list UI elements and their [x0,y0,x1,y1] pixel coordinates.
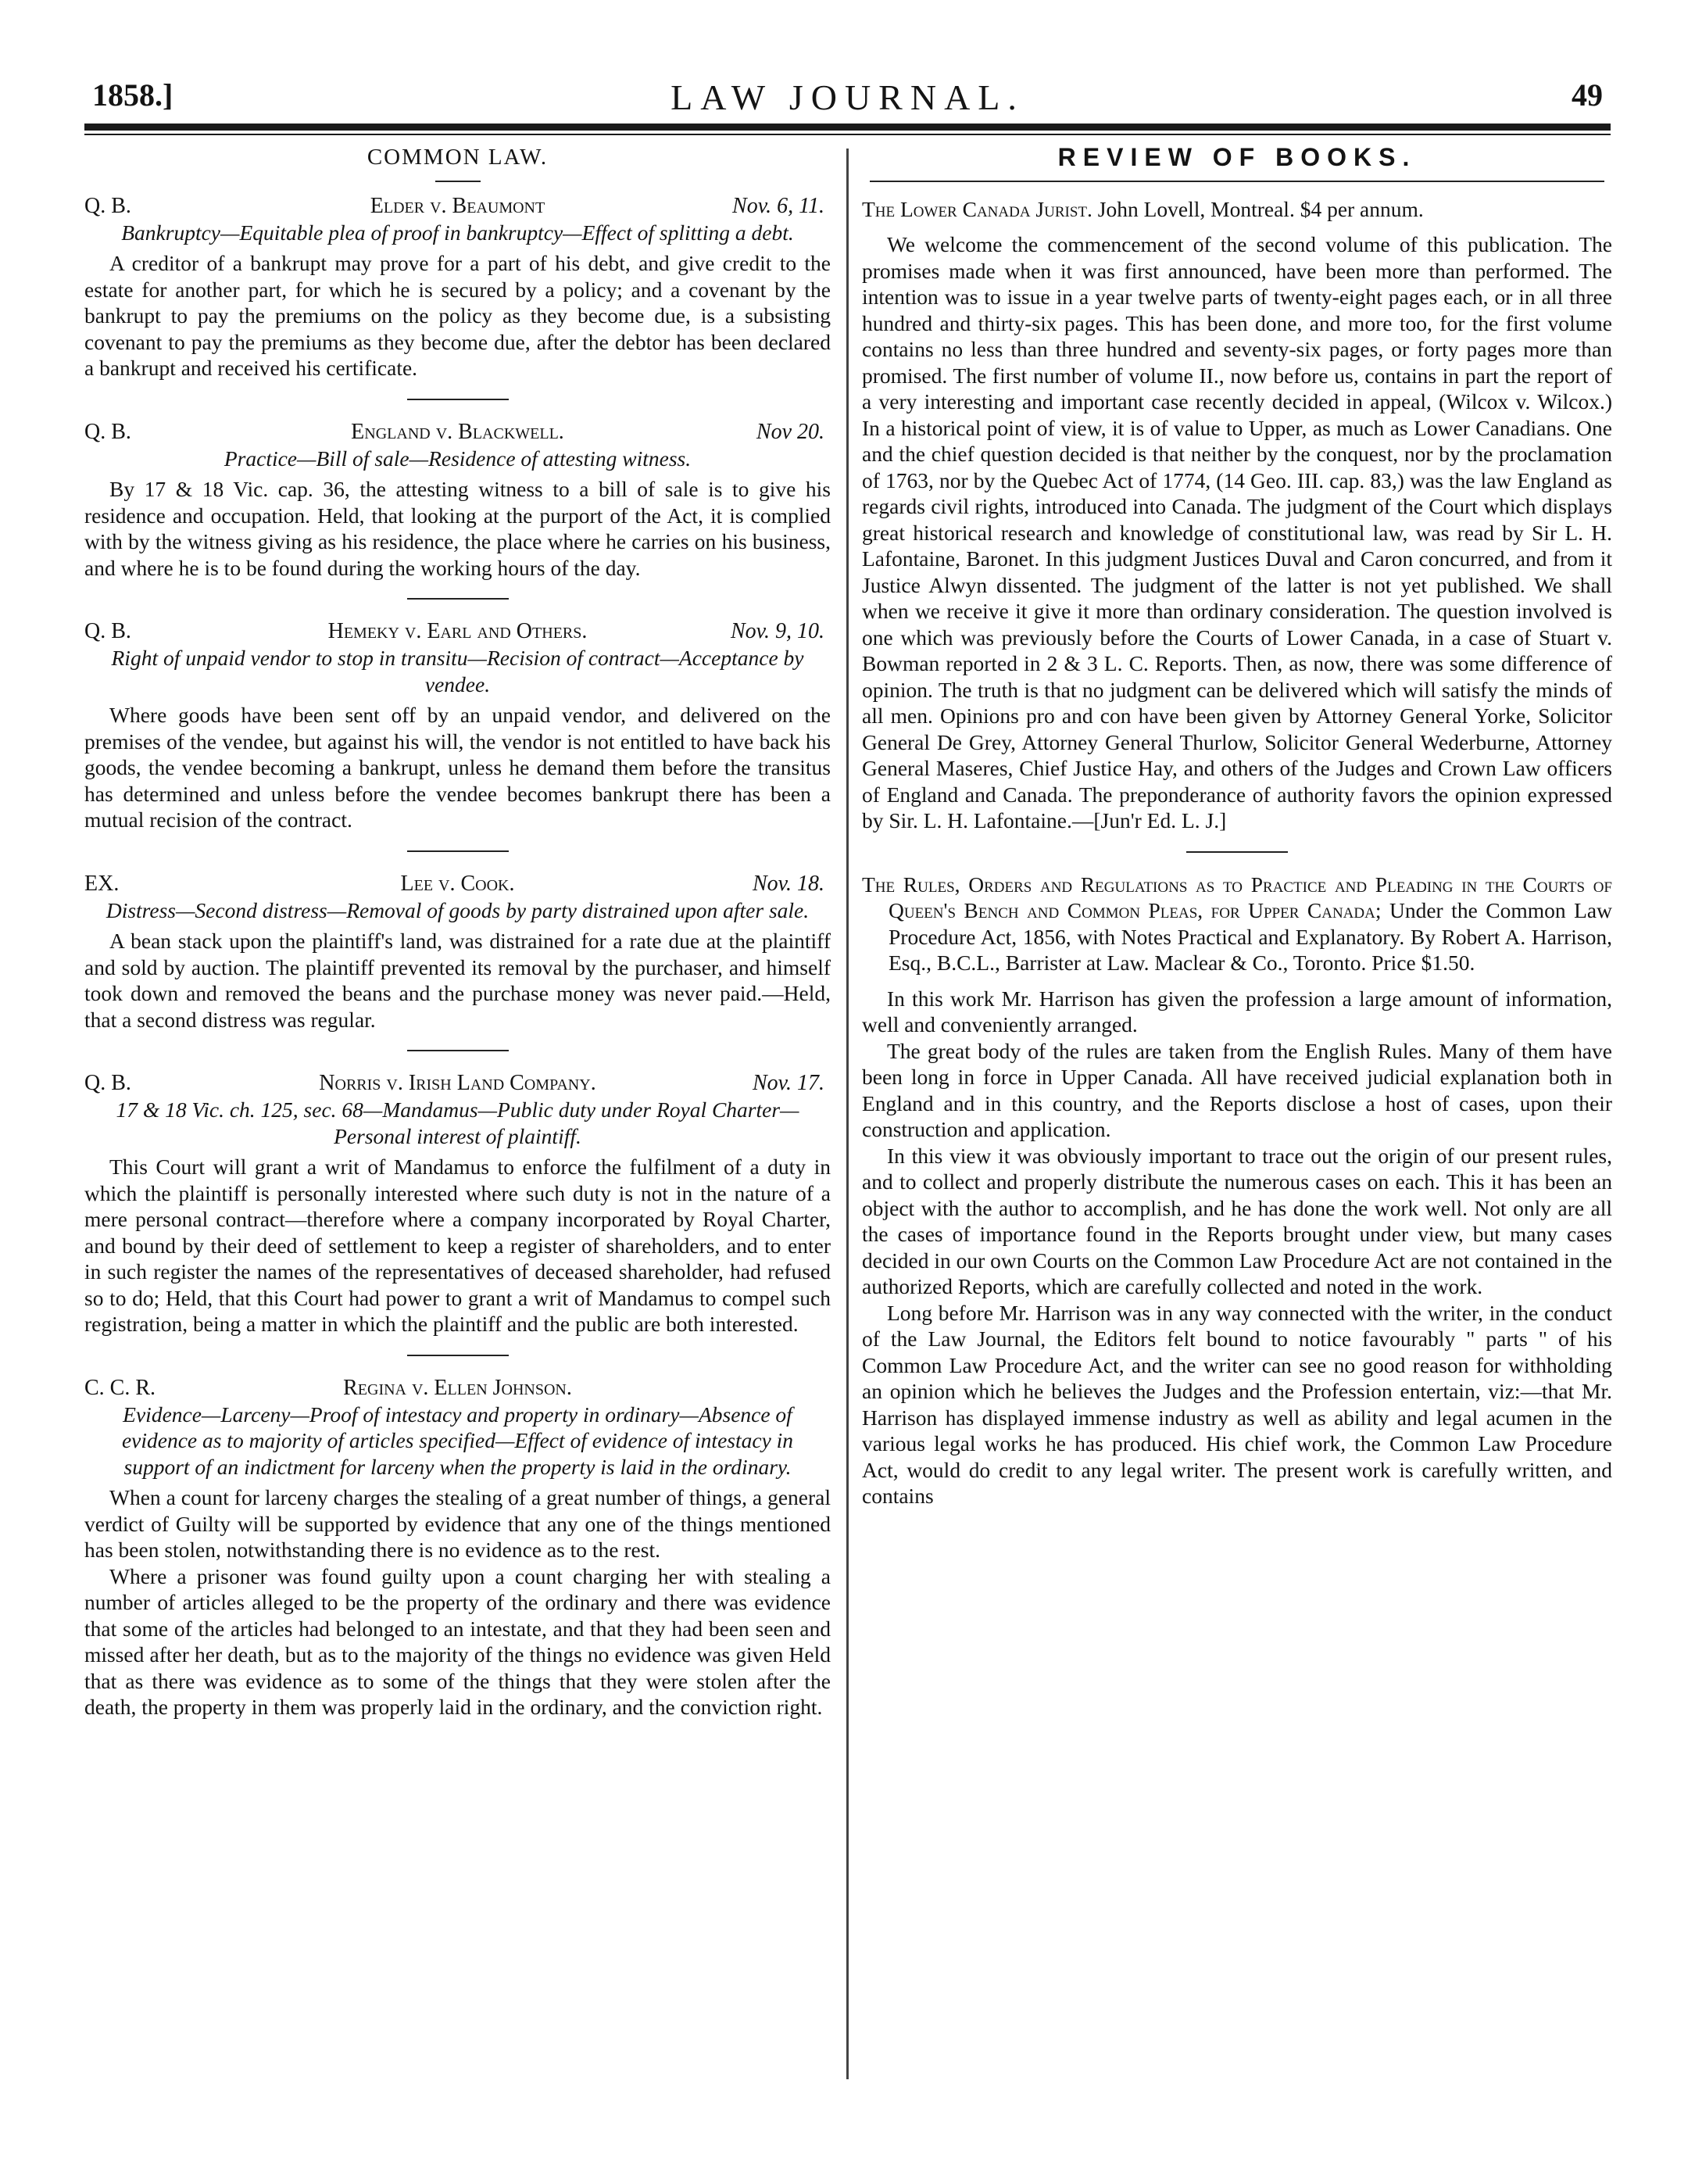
page-number: 49 [1572,77,1603,113]
case-paragraph: Where goods have been sent off by an unpaid vendor, and delivered on the premises of the vendee, but against his will, the vendor is not entitled to have back his goods, the vendee becoming a bankrupt, unless he demand them before the transitus has determined and unless before the vendee becomes bankrupt there has been a mutual recision of the contract. [84,703,831,832]
case-date: Nov. 9, 10. [730,619,824,643]
case-entry [84,618,831,833]
case-date: Nov. 17. [752,1071,824,1095]
case-name: Elder v. Beaumont [370,193,545,218]
case-separator [407,1355,509,1356]
case-subject: Evidence—Larceny—Proof of intestacy and property in ordinary—Absence of evidence as to majority of articles specified—Effect of evidence of intestacy in support of an indictment for larceny when the property is laid in the ordinary. [121,1402,794,1479]
case-heading [84,419,831,446]
review-paragraph: The great body of the rules are taken from the English Rules. Many of them have been long in force in Upper Canada. All have received judicial explanation both in England and in this country, and the Reports disclose a host of cases, upon their construction and application. [862,1038,1612,1141]
running-header [92,77,1603,124]
column-divider [846,149,849,2079]
case-separator [407,1050,509,1051]
review-paragraph: In this work Mr. Harrison has given the profession a large amount of information, well and conveniently arranged. [862,986,1612,1037]
case-separator [407,598,509,600]
section-heading-common-law: COMMON LAW. [367,145,549,170]
case-subject: Right of unpaid vendor to stop in transitu—Recision of contract—Acceptance by vendee. [111,646,804,696]
header-year: 1858.] [92,77,173,113]
section-heading-review-of-books: REVIEW OF BOOKS. [1057,143,1417,171]
case-date: Nov 20. [756,419,824,444]
journal-title: LAW JOURNAL. [670,77,1025,117]
case-paragraph: A bean stack upon the plaintiff's land, was distrained for a rate due at the plaintiff and sold by auction. The plaintiff prevented its removal by the purchaser, and himself took down and removed the beans and the purchase money was never paid.—Held, that a second distress was regular. [84,929,831,1032]
review-paragraph: We welcome the commencement of the second volume of this publication. The promises made when it was first announced, have been more than performed. The intention was to issue in a year twelve parts of twenty-eight pages each, or in all three hundred and thirty-six pages. This has been done, and more too, for the first volume contains no less than three hundred and seventy-six pages, or forty pages more than promised. The first number of volume II., now before us, contains in part the report of a very interesting and important case recently decided in appeal, (Wilcox v. Wilcox.) In a historical point of view, it is of value to Upper, as much as Lower Canadians. One and the chief question decided is that neither by the conquest, nor by the proclamation of 1763, nor by the Quebec Act of 1774, (14 Geo. III. cap. 83,) was the law England as regards civil rights, introduced into Canada. The judgment of the Court which displays great historical research and knowledge of constitutional law, was read by Sir L. H. Lafontaine, Baronet. In this judgment Justices Duval and Caron concurred, and from it Justice Alwyn dissented. The judgment of the latter is not yet published. We shall when we receive it give it more than ordinary consideration. The question involved is one which was previously before the Courts of Lower Canada, in a case of Stuart v. Bowman reported in 2 & 3 L. C. Reports. Then, as now, there was some difference of opinion. The truth is that no judgment can be delivered which will satisfy the minds of all men. Opinions pro and con have been given by Attorney General Yorke, Solicitor General De Grey, Attorney General Thurlow, Solicitor General Wederburne, Attorney General Maseres, Chief Justice Hay, and others of the Judges and Crown Law officers of England and Canada. The preponderance of authority favors the opinion expressed by Sir. L. H. Lafontaine.—[Jun'r Ed. L. J.] [862,232,1612,832]
case-name: Norris v. Irish Land Company. [319,1071,596,1095]
case-heading [84,1375,831,1402]
case-name: England v. Blackwell. [351,419,564,444]
case-subject: Bankruptcy—Equitable plea of proof in bankruptcy—Effect of splitting a debt. [121,220,794,245]
case-paragraph: By 17 & 18 Vic. cap. 36, the attesting witness to a bill of sale is to give his residence and occupation. Held, that looking at the purport of the Act, it is complied with by the witness giving as his residence, the place where he carries on his business, and where he is to be found during the working hours of the day. [84,477,831,580]
book-review [862,872,1612,1509]
left-column [84,145,831,1720]
case-entry [84,419,831,582]
right-column [862,145,1612,1509]
case-name: Hemeky v. Earl and Others. [327,619,588,643]
case-heading [84,871,831,897]
case-court: Q. B. [84,619,131,643]
case-entry [84,871,831,1033]
case-name: Regina v. Ellen Johnson. [343,1375,572,1400]
review-paragraph: In this view it was obviously important to trace out the origin of our present rules, and to collect and properly distribute the numerous cases on each. This it has been an object with the author to accomplish, and he has done the work well. Not only are all the cases of importance found in the Reports brought under view, but many cases decided in our own Courts on the Common Law Procedure Act are not contained in the authorized Reports, which are carefully collected and noted in the work. [862,1143,1612,1298]
case-court: Q. B. [84,193,131,218]
case-paragraph: Where a prisoner was found guilty upon a count charging her with stealing a number of articles alleged to be the property of the ordinary and there was evidence that some of the articles had belonged to an intestate, and that they had been seen and missed after her death, but as to the majority of the things no evidence was given Held that as there was evidence as to some of the things that they were stolen after the death, the property in them was properly laid in the ordinary, and the conviction right. [84,1563,831,1719]
case-heading [84,193,831,220]
case-entry [84,1070,831,1337]
book-title-lead: The Lower Canada Jurist. [862,196,1092,221]
heading-rule [870,181,1604,182]
case-subject: 17 & 18 Vic. ch. 125, sec. 68—Mandamus—Public duty under Royal Charter—Personal interest of plaintiff. [116,1097,799,1148]
short-rule [435,181,481,182]
book-review [862,196,1612,834]
book-title [862,872,1612,976]
review-paragraph: Long before Mr. Harrison was in any way connected with the writer, in the conduct of the Law Journal, the Editors felt bound to notice favourably " parts " of his Common Law Procedure Act, and the writer can see no good reason for withholding an opinion which he believes the Judges and the Profession entertain, viz:—that Mr. Harrison has displayed immense industry as well as ability and legal acumen in the various legal works he has produced. His chief work, the Common Law Procedure Act, would do credit to any legal writer. The present work is carefully written, and contains [862,1300,1612,1508]
book-title-rest: John Lovell, Montreal. $4 per annum. [1097,196,1424,221]
case-date: Nov. 18. [752,871,824,896]
case-separator [407,850,509,852]
book-title-rest: Under the Common Law Procedure Act, 1856, with Notes Practical and Explanatory. By Robert A. Harrison, Esq., B.C.L., Barrister at Law. Maclear & Co., Toronto. Price $1.50. [889,898,1612,975]
case-heading [84,1070,831,1097]
book-title [862,196,1612,223]
case-paragraph: A creditor of a bankrupt may prove for a part of his debt, and give credit to the estate for another part, for which he is secured by a policy; and a covenant by the bankrupt to pay the premiums on the policy as they become due, is a subsisting covenant to pay the premiums as they become due, after the debtor has been declared a bankrupt and received his certificate. [84,251,831,380]
review-separator [1186,851,1288,853]
book-title-lead: The Rules, Orders and Regulations as to Practice and Pleading in the Courts of Queen's Bench and Common Pleas, for Upper Canada; [862,872,1612,922]
case-paragraph: When a count for larceny charges the stealing of a great number of things, a general verdict of Guilty will be supported by evidence that any one of the things mentioned has been stolen, notwithstanding there is no evidence as to the rest. [84,1485,831,1562]
header-rule-thick [84,124,1611,131]
case-court: Q. B. [84,1071,131,1095]
case-date: Nov. 6, 11. [732,193,824,218]
case-entry [84,193,831,381]
case-court: Q. B. [84,419,131,444]
header-rule-thin [84,134,1611,135]
case-heading [84,618,831,645]
case-subject: Practice—Bill of sale—Residence of attesting witness. [223,446,692,471]
case-paragraph: This Court will grant a writ of Mandamus to enforce the fulfilment of a duty in which the plaintiff is personally interested where such duty is not in the nature of a mere personal contract—therefore where a company incorporated by Royal Charter, and bound by their deed of settlement to keep a register of shareholders, and to enter in such register the names of the representatives of deceased shareholder, had refused so to do; Held, that this Court had power to grant a writ of Mandamus to compel such registration, being a matter in which the plaintiff and the public are both interested. [84,1155,831,1336]
case-entry [84,1375,831,1720]
case-court: EX. [84,871,120,896]
case-subject: Distress—Second distress—Removal of goods by party distrained upon after sale. [105,897,810,922]
case-separator [407,399,509,400]
case-name: Lee v. Cook. [400,871,515,896]
case-court: C. C. R. [84,1375,156,1400]
